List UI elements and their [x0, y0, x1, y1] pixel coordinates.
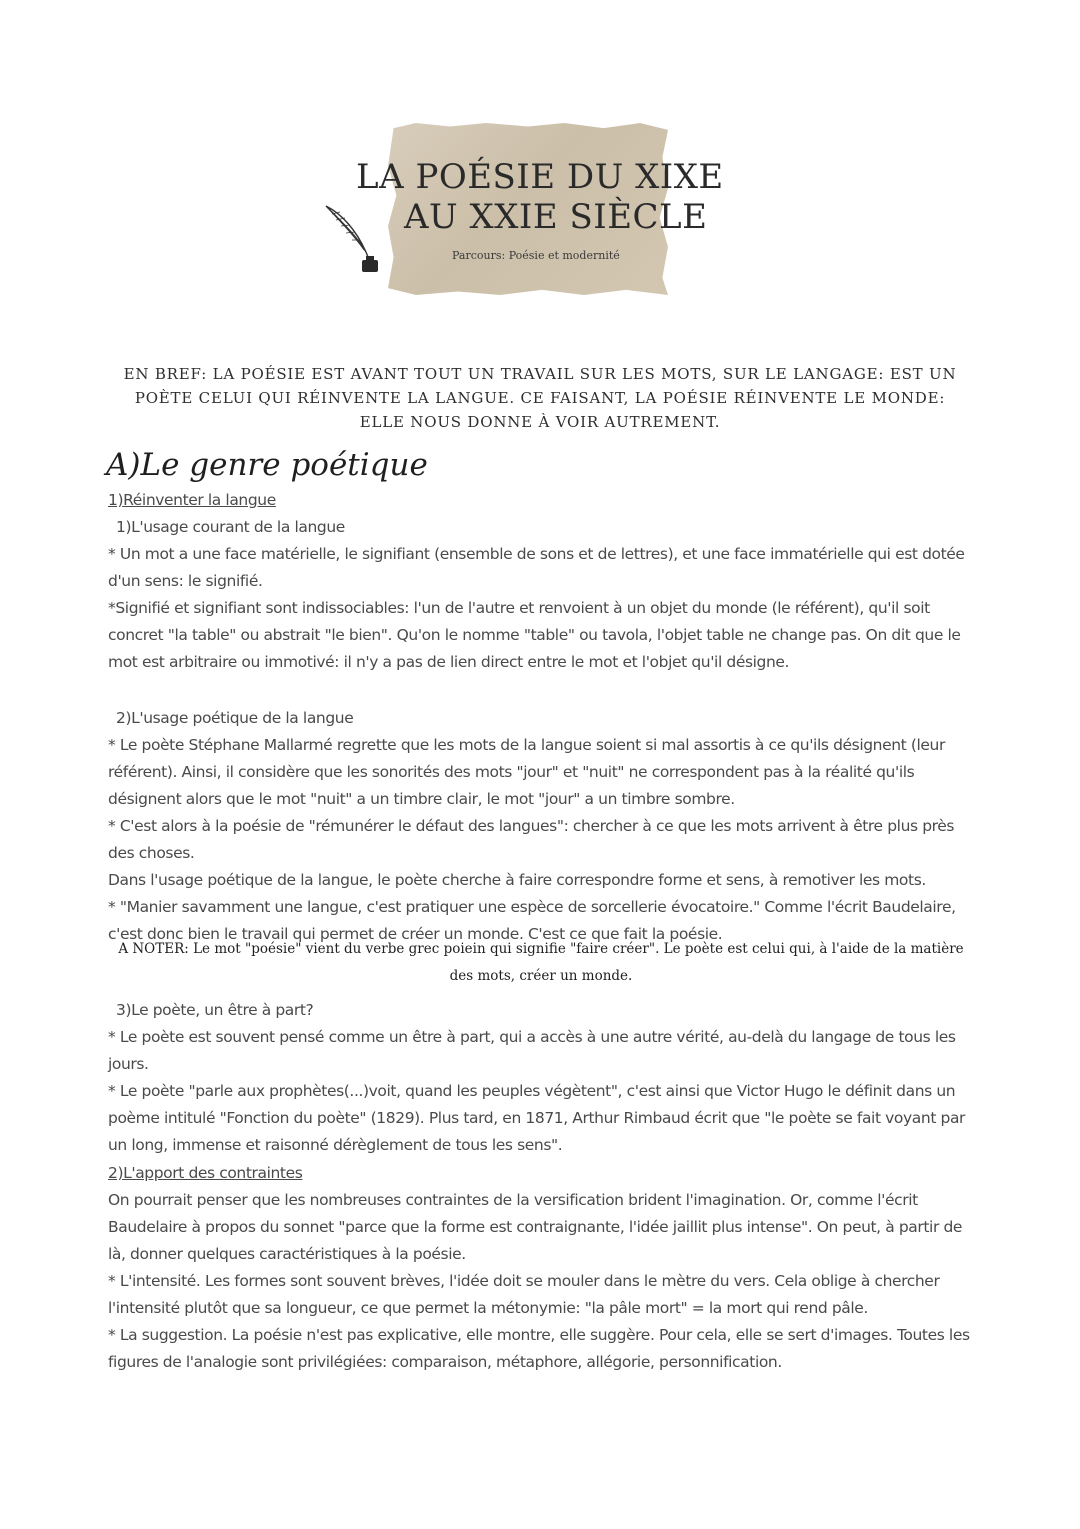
section-title: A)Le genre poétique: [106, 447, 428, 483]
section-body-4: [108, 1160, 974, 1376]
sub1-paragraph-2: *Signifié et signifiant sont indissociables: l'un de l'autre et renvoient à un objet du monde (le référent), qu'il soit concret "la table" ou abstrait "le bien". Qu'on le nomme "table" ou tavola, l'objet table ne change pas. On dit que le mot est arbitraire ou immotivé: il n'y a pas de lien direct entre le mot et l'objet qu'il désigne.: [108, 599, 961, 671]
sub1-paragraph-1: * Un mot a une face matérielle, le signifiant (ensemble de sons et de lettres), et une face immatérielle qui est dotée d'un sens: le signifié.: [108, 545, 965, 590]
part2-paragraph-2: * L'intensité. Les formes sont souvent brèves, l'idée doit se mouler dans le mètre du vers. Cela oblige à chercher l'intensité plutôt que sa longueur, ce que permet la métonymie: "la pâle mort" = la mort qui rend pâle.: [108, 1272, 940, 1317]
sub2-paragraph-2: * C'est alors à la poésie de "rémunérer le défaut des langues": chercher à ce que les mots arrivent à être plus près des choses.: [108, 817, 955, 862]
sub2-heading: 2)L'usage poétique de la langue: [116, 709, 354, 727]
quill-ink-icon: [322, 204, 390, 276]
section-body-2: [108, 705, 974, 948]
sub3-paragraph-1: * Le poète est souvent pensé comme un être à part, qui a accès à une autre vérité, au-delà du langage de tous les jours.: [108, 1028, 956, 1073]
sub3-heading: 3)Le poète, un être à part?: [116, 1001, 314, 1019]
section-body-1: [108, 487, 974, 676]
part2-heading: 2)L'apport des contraintes: [108, 1164, 303, 1182]
page-title-line-1: LA POÉSIE DU XIXE: [356, 157, 724, 197]
note-box: A NOTER: Le mot "poésie" vient du verbe grec poiein qui signifie "faire créer". Le poète est celui qui, à l'aide de la matière des mots, créer un monde.: [118, 941, 964, 984]
sub1-heading: 1)L'usage courant de la langue: [116, 518, 345, 536]
page-subtitle: Parcours: Poésie et modernité: [452, 249, 620, 262]
sub2-paragraph-1: * Le poète Stéphane Mallarmé regrette que les mots de la langue soient si mal assortis à ce qu'ils désignent (leur référent). Ainsi, il considère que les sonorités des mots "jour" et "nuit" ne correspondent pas à la réalité qu'ils désignent alors que le mot "nuit" a un timbre clair, le mot "jour" a un timbre sombre.: [108, 736, 945, 808]
part1-heading: 1)Réinventer la langue: [108, 491, 276, 509]
summary-paragraph: EN BREF: LA POÉSIE EST AVANT TOUT UN TRAVAIL SUR LES MOTS, SUR LE LANGAGE: EST UN POÈTE CELUI QUI RÉINVENTE LA LANGUE. CE FAISANT, LA POÉSIE RÉINVENTE LE MONDE: ELLE NOUS DONNE À VOIR AUTREMENT.: [123, 365, 957, 431]
part2-paragraph-1: On pourrait penser que les nombreuses contraintes de la versification brident l'imagination. Or, comme l'écrit Baudelaire à propos du sonnet "parce que la forme est contraignante, l'idée jaillit plus intense". On peut, à partir de là, donner quelques caractéristiques à la poésie.: [108, 1191, 963, 1263]
sub2-paragraph-3: Dans l'usage poétique de la langue, le poète cherche à faire correspondre forme et sens, à remotiver les mots.: [108, 871, 926, 889]
sub2-paragraph-4: * "Manier savamment une langue, c'est pratiquer une espèce de sorcellerie évocatoire." Comme l'écrit Baudelaire, c'est donc bien le travail qui permet de créer un monde. C'est ce que fait la poésie.: [108, 898, 956, 943]
page-title-line-2: AU XXIE SIÈCLE: [404, 197, 708, 237]
part2-paragraph-3: * La suggestion. La poésie n'est pas explicative, elle montre, elle suggère. Pour cela, elle se sert d'images. Toutes les figures de l'analogie sont privilégiées: comparaison, métaphore, allégorie, personnification.: [108, 1326, 970, 1371]
sub3-paragraph-2: * Le poète "parle aux prophètes(...)voit, quand les peuples végètent", c'est ainsi que Victor Hugo le définit dans un poème intitulé "Fonction du poète" (1829). Plus tard, en 1871, Arthur Rimbaud écrit que "le poète se fait voyant par un long, immense et raisonné dérèglement de tous les sens".: [108, 1082, 966, 1154]
section-body-3: [108, 997, 974, 1159]
